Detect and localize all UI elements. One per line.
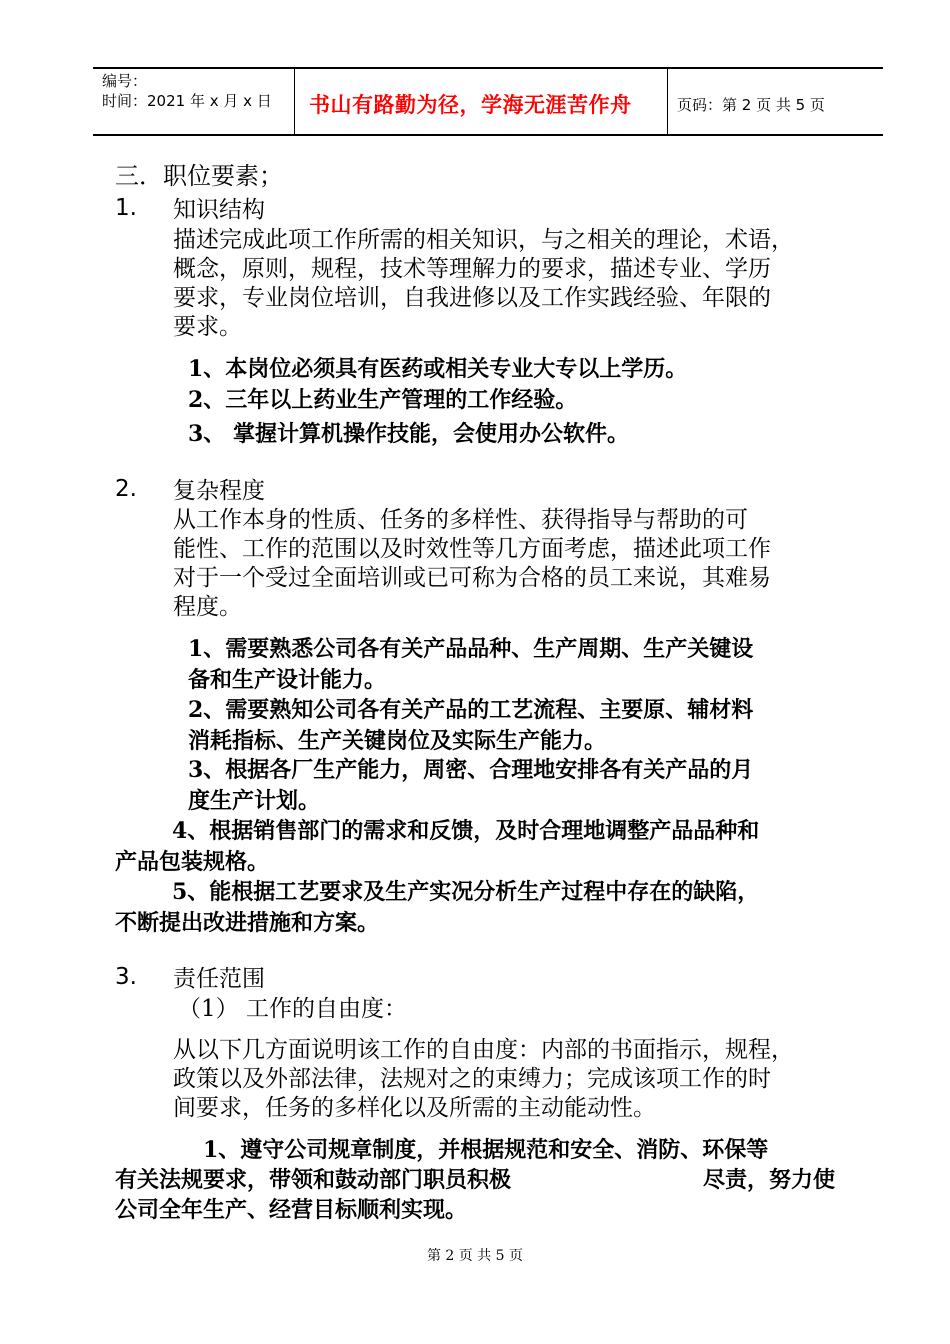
s3-item: 公司全年生产、经营目标顺利实现。 bbox=[115, 1197, 468, 1223]
s1-desc-line: 概念，原则，规程，技术等理解力的要求，描述专业、学历 bbox=[173, 256, 771, 282]
s2-item: 2、需要熟知公司各有关产品的工艺流程、主要原、辅材料 bbox=[188, 697, 754, 723]
s3-number: 3. bbox=[115, 964, 137, 990]
s1-number: 1. bbox=[115, 195, 137, 221]
s3-desc-line: 从以下几方面说明该工作的自由度：内部的书面指示，规程， bbox=[173, 1037, 794, 1063]
s1-desc-line: 要求，专业岗位培训，自我进修以及工作实践经验、年限的 bbox=[173, 285, 771, 311]
s2-item: 1、需要熟悉公司各有关产品品种、生产周期、生产关键设 bbox=[188, 636, 754, 662]
s2-title: 复杂程度 bbox=[173, 478, 265, 504]
s2-item: 3、根据各厂生产能力，周密、合理地安排各有关产品的月 bbox=[188, 757, 754, 783]
s2-desc-line: 从工作本身的性质、任务的多样性、获得指导与帮助的可 bbox=[173, 507, 748, 533]
header-divider-2 bbox=[667, 69, 668, 135]
s2-item: 消耗指标、生产关键岗位及实际生产能力。 bbox=[188, 728, 607, 754]
s1-item: 1、本岗位必须具有医药或相关专业大专以上学历。 bbox=[188, 356, 688, 382]
s2-item: 度生产计划。 bbox=[188, 788, 321, 814]
header-bottom-rule bbox=[93, 134, 883, 136]
s2-item: 不断提出改进措施和方案。 bbox=[115, 910, 380, 936]
s3-desc-line: 间要求，任务的多样化以及所需的主动能动性。 bbox=[173, 1095, 656, 1121]
s1-title: 知识结构 bbox=[173, 197, 265, 223]
page-footer: 第 2 页 共 5 页 bbox=[426, 1248, 524, 1264]
s2-number: 2. bbox=[115, 476, 137, 502]
s2-item: 备和生产设计能力。 bbox=[188, 667, 387, 693]
header-top-rule bbox=[93, 67, 883, 69]
s1-item: 2、三年以上药业生产管理的工作经验。 bbox=[188, 387, 578, 413]
s3-item: 尽责，努力使 bbox=[703, 1167, 836, 1193]
header-time: 时间：2021 年 x 月 x 日 bbox=[102, 92, 272, 110]
s2-desc-line: 能性、工作的范围以及时效性等几方面考虑，描述此项工作 bbox=[173, 536, 771, 562]
s3-desc-line: 政策以及外部法律，法规对之的束缚力；完成该项工作的时 bbox=[173, 1066, 771, 1092]
header-serial-label: 编号： bbox=[102, 72, 148, 90]
s3-item: 1、遵守公司规章制度，并根据规范和安全、消防、环保等 bbox=[203, 1137, 769, 1163]
s2-item: 5、能根据工艺要求及生产实况分析生产过程中存在的缺陷， bbox=[172, 879, 760, 905]
header-page-info: 页码：第 2 页 共 5 页 bbox=[677, 96, 825, 114]
header-divider-1 bbox=[294, 69, 295, 135]
s1-item: 3、 掌握计算机操作技能，会使用办公软件。 bbox=[188, 421, 629, 447]
s3-item: 有关法规要求，带领和鼓动部门职员积极 bbox=[115, 1167, 512, 1193]
s3-subheading: （1） 工作的自由度： bbox=[178, 996, 407, 1022]
s2-desc-line: 对于一个受过全面培训或已可称为合格的员工来说，其难易 bbox=[173, 565, 771, 591]
header-motto: 书山有路勤为径，学海无涯苦作舟 bbox=[309, 93, 632, 117]
section-title: 三．职位要素； bbox=[115, 162, 283, 190]
s2-item: 4、根据销售部门的需求和反馈，及时合理地调整产品品种和 bbox=[172, 818, 760, 844]
s1-desc-line: 描述完成此项工作所需的相关知识，与之相关的理论，术语， bbox=[173, 227, 794, 253]
s3-title: 责任范围 bbox=[173, 966, 265, 992]
s2-item: 产品包装规格。 bbox=[115, 849, 270, 875]
s2-desc-line: 程度。 bbox=[173, 594, 242, 620]
s1-desc-line: 要求。 bbox=[173, 314, 242, 340]
